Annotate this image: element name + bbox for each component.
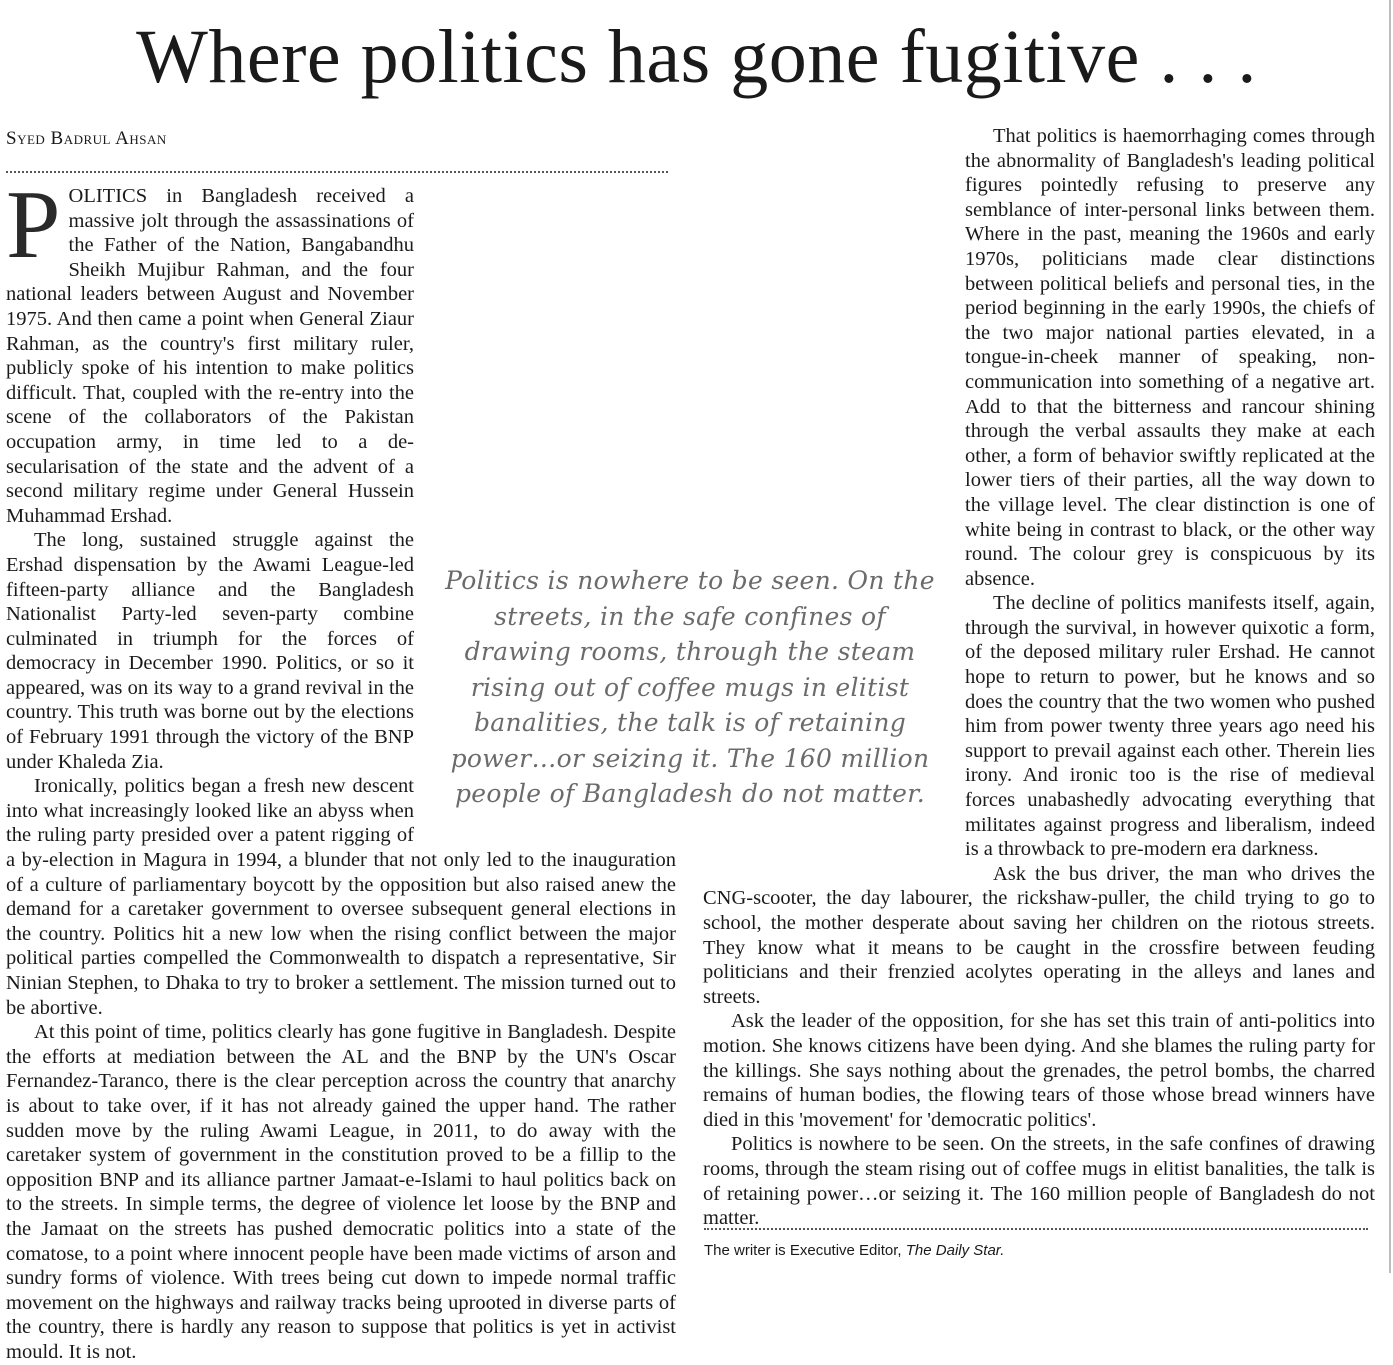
paragraph-text: OLITICS in Bangladesh received a massive jolt through the assassinations of the Father of the Nation, Bangabandhu Sheikh Mujibur Rahman, and the four national leaders between August and November 1975. And then came a point when General Ziaur Rahman, as the country's first military ruler, publicly spoke of his intention to make politics difficult. That, coupled with the re-entry into the scene of the collaborators of the Pakistan occupation army, in time led to a de-secularisation of the state and the advent of a second military regime under General Hussein Muhammad Ershad. xyxy=(6,185,414,527)
paragraph: Ask the bus driver, the man who drives the CNG-scooter, the day labourer, the rickshaw-puller, the child trying to go to school, the mother desperate about saving her children on the riotous streets. They know what it means to be caught in the crossfire between feuding politicians and their frenzied acolytes operating in the alleys and lanes and streets. xyxy=(703,862,1375,1008)
paragraph xyxy=(6,171,676,528)
paragraph: The long, sustained struggle against the Ershad dispensation by the Awami League-led fifteen-party alliance and the Bangladesh Nationalist Party-led seven-party combine culminated in triumph for the forces of democracy in December 1990. Politics, or so it appeared, was on its way to a grand revival in the country. This truth was borne out by the elections of February 1991 through the victory of the BNP under Khaleda Zia. xyxy=(6,529,414,773)
paragraph: Ironically, politics began a fresh new descent into what increasingly looked like an abyss when the ruling party presided over a patent rigging of a by-election in Magura in 1994, a blunder that not only led to the inauguration of a culture of parliamentary boycott by the opposition but also raised anew the demand for a caretaker government to oversee subsequent general elections in the country. Politics hit a new low when the rising conflict between the major political parties compelled the Commonwealth to dispatch a representative, Sir Ninian Stephen, to Dhaka to try to broker a settlement. The mission turned out to be abortive. xyxy=(6,775,676,1019)
writer-note-text: The writer is Executive Editor, xyxy=(704,1242,906,1259)
paragraph: The decline of politics manifests itself, again, through the survival, in however quixotic a form, of the deposed military ruler Ershad. He cannot hope to return to power, but he knows and so does the country that the two women who pushed him from power twenty three years ago need his support to prevail against each other. Therein lies irony. And ironic too is the rise of medieval forces unabashedly advocating everything that militates against progress and liberalism, indeed is a throwback to pre-modern era darkness. xyxy=(965,592,1375,861)
drop-cap: P xyxy=(6,171,61,279)
writer-note xyxy=(704,1242,1004,1259)
footer-divider xyxy=(704,1228,1368,1230)
article-headline: Where politics has gone fugitive . . . xyxy=(136,15,1257,99)
byline: Syed Badrul Ahsan xyxy=(6,128,167,149)
page-edge xyxy=(1389,0,1391,1273)
paragraph: Politics is nowhere to be seen. On the streets, in the safe confines of drawing rooms, through the steam rising out of coffee mugs in elitist banalities, the talk is of retaining power…or seizing it. The 160 million people of Bangladesh do not matter. xyxy=(703,1133,1375,1230)
pull-quote: Politics is nowhere to be seen. On the streets, in the safe confines of drawing rooms, through the steam rising out of coffee mugs in elitist banalities, the talk is of retaining power…or seizing it. The 160 million people of Bangladesh do not matter. xyxy=(445,566,935,808)
paragraph: That politics is haemorrhaging comes through the abnormality of Bangladesh's leading political figures pointedly refusing to preserve any semblance of inter-personal links between them. Where in the past, meaning the 1960s and early 1970s, politicians made clear distinctions between political beliefs and personal ties, in the period beginning in the early 1990s, the chiefs of the two major national parties elevated, in a tongue-in-cheek manner of speaking, non-communication into something of a negative art. Add to that the bitterness and rancour shining through the verbal assaults they make at each other, a form of behavior swiftly replicated at the lower tiers of their parties, all the way down to the village level. The clear distinction is one of white being in contrast to black, or the other way round. The colour grey is conspicuous by its absence. xyxy=(965,125,1375,590)
byline-divider xyxy=(6,171,668,173)
publication-name: The Daily Star. xyxy=(905,1242,1005,1259)
paragraph: At this point of time, politics clearly has gone fugitive in Bangladesh. Despite the efforts at mediation between the AL and the BNP by the UN's Oscar Fernandez-Taranco, there is the clear perception across the country that anarchy is about to take over, if it has not already gained the upper hand. The rather sudden move by the ruling Awami League, in 2011, to do away with the caretaker system of government in the constitution proved to be a fillip to the opposition BNP and its alliance partner Jamaat-e-Islami to haul politics back on to the streets. In simple terms, the degree of violence let loose by the BNP and the Jamaat on the streets has pushed democratic politics into a state of the comatose, to a point where innocent people have been made victims of arson and sundry forms of violence. With trees being cut down to impede normal traffic movement on the highways and railway tracks being uprooted in diverse parts of the country, there is hardly any reason to suppose that politics is yet in activist mould. It is not. xyxy=(6,1021,676,1363)
paragraph: Ask the leader of the opposition, for she has set this train of anti-politics into motion. She knows citizens have been dying. And she blames the ruling party for the killings. She says nothing about the grenades, the petrol bombs, the charred remains of human bodies, the flowing tears of those whose bread winners have died in this 'movement' for 'democratic politics'. xyxy=(703,1010,1375,1131)
